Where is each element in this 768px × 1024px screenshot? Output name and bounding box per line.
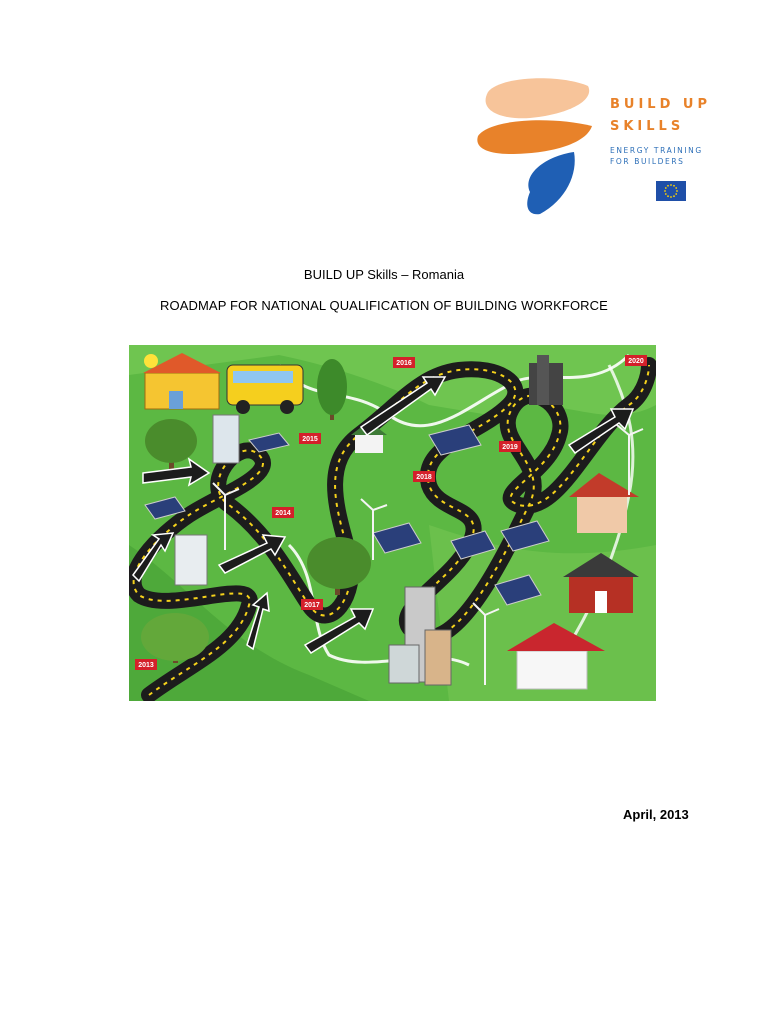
year-label: 2018 — [416, 474, 432, 481]
year-label: 2016 — [396, 360, 412, 367]
logo-title-line2: SKILLS — [610, 119, 685, 134]
year-label: 2015 — [302, 436, 318, 443]
year-label: 2017 — [304, 602, 320, 609]
year-label: 2019 — [502, 444, 518, 451]
year-sign — [299, 433, 321, 444]
roadmap-illustration — [129, 345, 656, 701]
year-sign — [272, 507, 294, 518]
logo-subtitle-line1: ENERGY TRAINING — [610, 146, 703, 155]
year-sign — [393, 357, 415, 368]
year-sign — [413, 471, 435, 482]
logo-subtitle-line2: FOR BUILDERS — [610, 157, 685, 166]
year-label: 2020 — [628, 358, 644, 365]
logo-title-line1: BUILD UP — [610, 97, 711, 112]
year-sign — [499, 441, 521, 452]
logo-graphic — [470, 74, 610, 219]
year-sign — [135, 659, 157, 670]
document-date: April, 2013 — [623, 807, 689, 822]
year-label: 2013 — [138, 662, 154, 669]
document-title: BUILD UP Skills – Romania — [303, 267, 465, 282]
eu-flag-icon — [656, 181, 686, 201]
year-label: 2014 — [275, 510, 291, 517]
year-sign — [301, 599, 323, 610]
year-sign — [625, 355, 647, 366]
logo-wordmark — [610, 94, 711, 167]
document-subtitle: ROADMAP FOR NATIONAL QUALIFICATION OF BUILDING WORKFORCE — [160, 298, 608, 313]
build-up-skills-logo — [470, 74, 730, 219]
